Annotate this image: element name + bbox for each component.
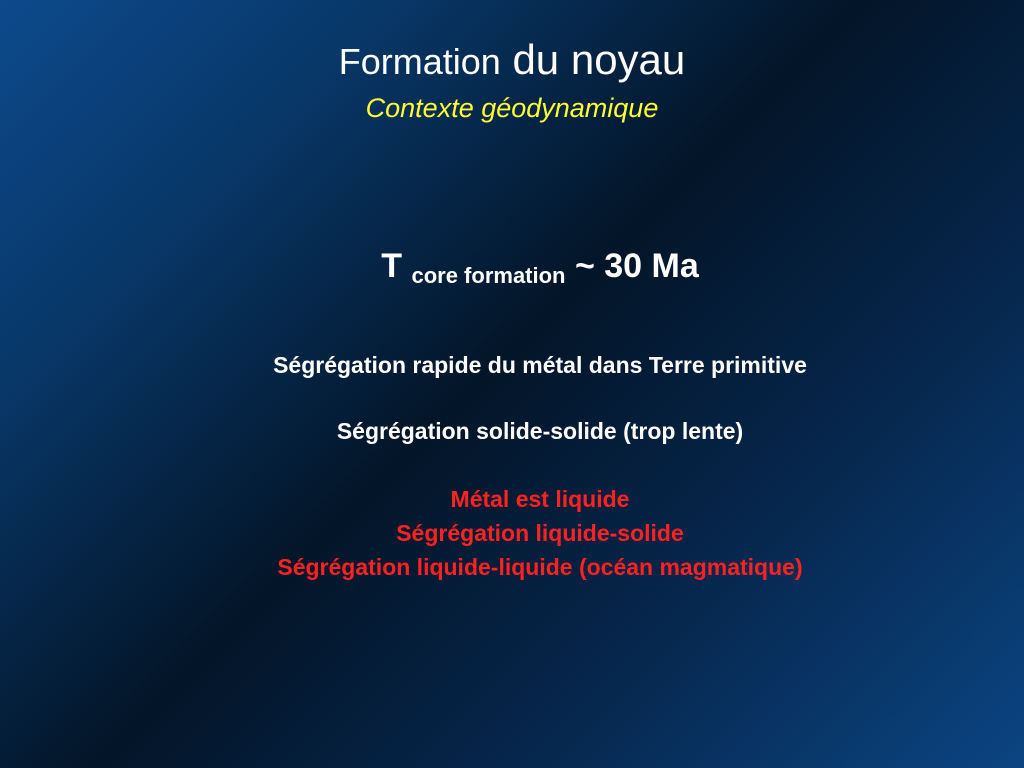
slide-title-part1: Formation [338,41,501,82]
formula-symbol: T [381,247,403,285]
slide-title-part2: du noyau [500,36,686,83]
point-segregation-solide: Ségrégation solide-solide (trop lente) [336,418,744,444]
title-block [0,32,1024,126]
point-segregation-liquide-solide: Ségrégation liquide-solide [396,520,684,546]
formula-line [150,240,930,302]
formula-value: ~ 30 Ma [565,247,699,285]
formula-subscript: core formation [411,263,566,288]
slide-content [150,240,930,584]
point-metal-liquide: Métal est liquide [450,486,630,512]
slide-subtitle: Contexte géodynamique [365,93,659,123]
slide-title [0,32,1024,90]
point-segregation-rapide: Ségrégation rapide du métal dans Terre primitive [273,352,807,378]
point-segregation-liquide-liquide: Ségrégation liquide-liquide (océan magmatique) [277,554,803,580]
